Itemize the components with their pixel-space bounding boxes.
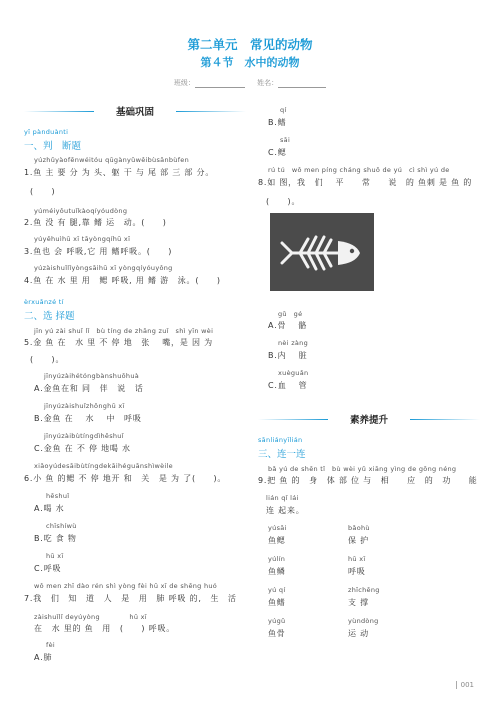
q8-option-c[interactable]: C.血 管 — [268, 381, 308, 390]
match-left-1[interactable]: 鱼鳃 — [268, 536, 286, 545]
q5-option-a[interactable]: A.金鱼在和 同 伴 说 话 — [34, 384, 144, 393]
q3-pinyin: yúyěhuìhū xī tāyòngqíhū xī — [34, 235, 131, 243]
q5-answer[interactable]: ( )。 — [30, 355, 65, 364]
match-right-4[interactable]: 运 动 — [348, 629, 369, 638]
q8-pinyin: rú tú wǒ men píng cháng shuō de yú cì shì yú de — [268, 166, 450, 174]
q7-option-a[interactable]: A.肺 — [34, 653, 53, 662]
q1-answer[interactable]: ( ) — [30, 187, 56, 196]
q8-a-pinyin: gǔ gé — [278, 310, 303, 318]
class-blank[interactable] — [195, 87, 245, 88]
match-left-4-pinyin: yúgǔ — [268, 617, 286, 625]
q8-c-pinyin: xuèguǎn — [278, 369, 309, 377]
match-left-1-pinyin: yúsāi — [268, 524, 287, 532]
q7-c-pinyin: sāi — [280, 136, 291, 144]
q7-text2: 在 水 里的 鱼 用 ( ) 呼吸。 — [34, 624, 176, 633]
match-right-2-pinyin: hū xī — [348, 555, 366, 563]
class-label: 班级： — [173, 79, 195, 87]
q8-text: 8.如 图，我 们 平 常 说 的 鱼刺 是 鱼 的 — [258, 178, 473, 187]
q6-option-b[interactable]: B.吃 食 物 — [34, 534, 77, 543]
advanced-banner-text: 素养提升 — [349, 415, 388, 426]
q7-text2-pinyin: zàishuǐlǐ deyúyòng hū xī — [34, 613, 147, 621]
basic-banner-text: 基础巩固 — [115, 107, 154, 118]
q5-pinyin: jīn yú zài shuǐ lǐ bù tíng de zhāng zuǐ shì yīn wèi — [34, 327, 214, 335]
match-left-3[interactable]: 鱼鳍 — [268, 598, 286, 607]
match-right-3[interactable]: 支 撑 — [348, 598, 369, 607]
match-left-4[interactable]: 鱼骨 — [268, 629, 286, 638]
match-left-2-pinyin: yúlín — [268, 555, 286, 563]
basic-banner — [24, 104, 246, 118]
q9-text2-pinyin: lián qǐ lái — [266, 494, 299, 502]
section1-pinyin: yī pànduànti — [24, 128, 69, 136]
q7-a-pinyin: fèi — [46, 641, 55, 649]
q8-b-pinyin: nèi zàng — [278, 339, 309, 347]
section-title: 第４节 水中的动物 — [200, 56, 300, 69]
q1-pinyin: yúzhǔyàofēnwéitóu qūgànyǔwěibùsānbùfen — [34, 156, 190, 164]
match-right-3-pinyin: zhīchēng — [348, 586, 380, 594]
section3-pinyin: sānliányīlián — [258, 436, 303, 444]
match-right-1-pinyin: bǎohù — [348, 524, 370, 532]
advanced-banner — [258, 412, 480, 426]
q1-text: 1.鱼 主 要 分 为 头、躯 干 与 尾 部 三 部 分。 — [24, 168, 215, 177]
q7-option-b[interactable]: B.鳍 — [268, 118, 287, 127]
q2-pinyin: yúméiyǒutuǐkàoqíyóudòng — [34, 207, 128, 215]
q6-pinyin: xiǎoyúdesāibùtíngdekāihéguānshìwèile — [34, 462, 173, 470]
q5-a-pinyin: jīnyúzàihétóngbànshuōhuà — [44, 372, 140, 380]
q5-option-b[interactable]: B.金鱼 在 水 中 呼吸 — [34, 414, 142, 423]
q6-option-c[interactable]: C.呼吸 — [34, 564, 62, 573]
q3-text: 3.鱼也 会 呼吸,它 用 鳍呼吸。( ) — [24, 247, 173, 256]
q6-a-pinyin: hēshuǐ — [46, 492, 70, 500]
q2-text: 2.鱼 没 有 腿,靠 鳍 运 动。( ) — [24, 218, 167, 227]
unit-title: 第二单元 常见的动物 — [187, 37, 313, 52]
q6-c-pinyin: hū xī — [46, 552, 64, 560]
q7-text: 7.我 们 知 道 人 是 用 肺 呼吸 的, 生 活 — [24, 594, 237, 603]
q9-text2: 连 起来。 — [266, 506, 305, 515]
q6-option-a[interactable]: A.喝 水 — [34, 504, 65, 513]
q4-pinyin: yúzàishuǐlǐyòngsāihū xī yòngqíyóuyǒng — [34, 264, 173, 272]
q5-c-pinyin: jīnyúzàibùtíngdìhēshuǐ — [44, 432, 124, 440]
q7-pinyin: wǒ men zhī dào rén shì yòng fèi hū xī de shēng huó — [34, 582, 218, 590]
q8-option-a[interactable]: A.骨 骼 — [268, 321, 308, 330]
q5-option-c[interactable]: C.金鱼 在 不 停 地喝 水 — [34, 444, 131, 453]
match-right-2[interactable]: 呼吸 — [348, 567, 366, 576]
section2-title: 二、选 择题 — [24, 311, 75, 322]
match-left-2[interactable]: 鱼鳞 — [268, 567, 286, 576]
q7-b-pinyin: qí — [280, 106, 287, 114]
name-blank[interactable] — [278, 87, 326, 88]
page-number: 001 — [456, 681, 474, 689]
section2-pinyin: èrxuǎnzé tí — [24, 298, 64, 306]
q9-text: 9.把 鱼 的 身 体 部 位 与 相 应 的 功 能 — [258, 476, 478, 485]
section1-title: 一、判 断题 — [24, 141, 82, 152]
match-right-4-pinyin: yùndòng — [348, 617, 379, 625]
q5-text: 5.金 鱼 在 水 里 不 停 地 张 嘴，是 因 为 — [24, 338, 213, 347]
match-left-3-pinyin: yú qí — [268, 586, 286, 594]
match-right-1[interactable]: 保 护 — [348, 536, 369, 545]
name-label: 姓名： — [257, 79, 279, 87]
q8-option-b[interactable]: B.内 脏 — [268, 351, 308, 360]
q9-pinyin: bǎ yú de shēn tǐ bù wèi yǔ xiāng yìng de gōng néng — [268, 465, 457, 473]
q6-text: 6.小 鱼 的鳃 不 停 地开 和 关 是 为 了( )。 — [24, 474, 227, 483]
fish-skeleton-image — [270, 213, 374, 291]
q7-option-c[interactable]: C.鳃 — [268, 148, 287, 157]
student-info — [0, 78, 500, 88]
section3-title: 三、连一连 — [258, 449, 306, 460]
q8-answer[interactable]: ( )。 — [266, 197, 301, 206]
fish-bone-icon — [270, 213, 374, 291]
q5-b-pinyin: jīnyúzàishuǐzhōnghū xī — [44, 402, 125, 410]
q4-text: 4.鱼 在 水 里 用 鳃 呼吸, 用 鳍 游 泳。( ) — [24, 276, 221, 285]
q6-b-pinyin: chīshíwù — [46, 522, 77, 530]
